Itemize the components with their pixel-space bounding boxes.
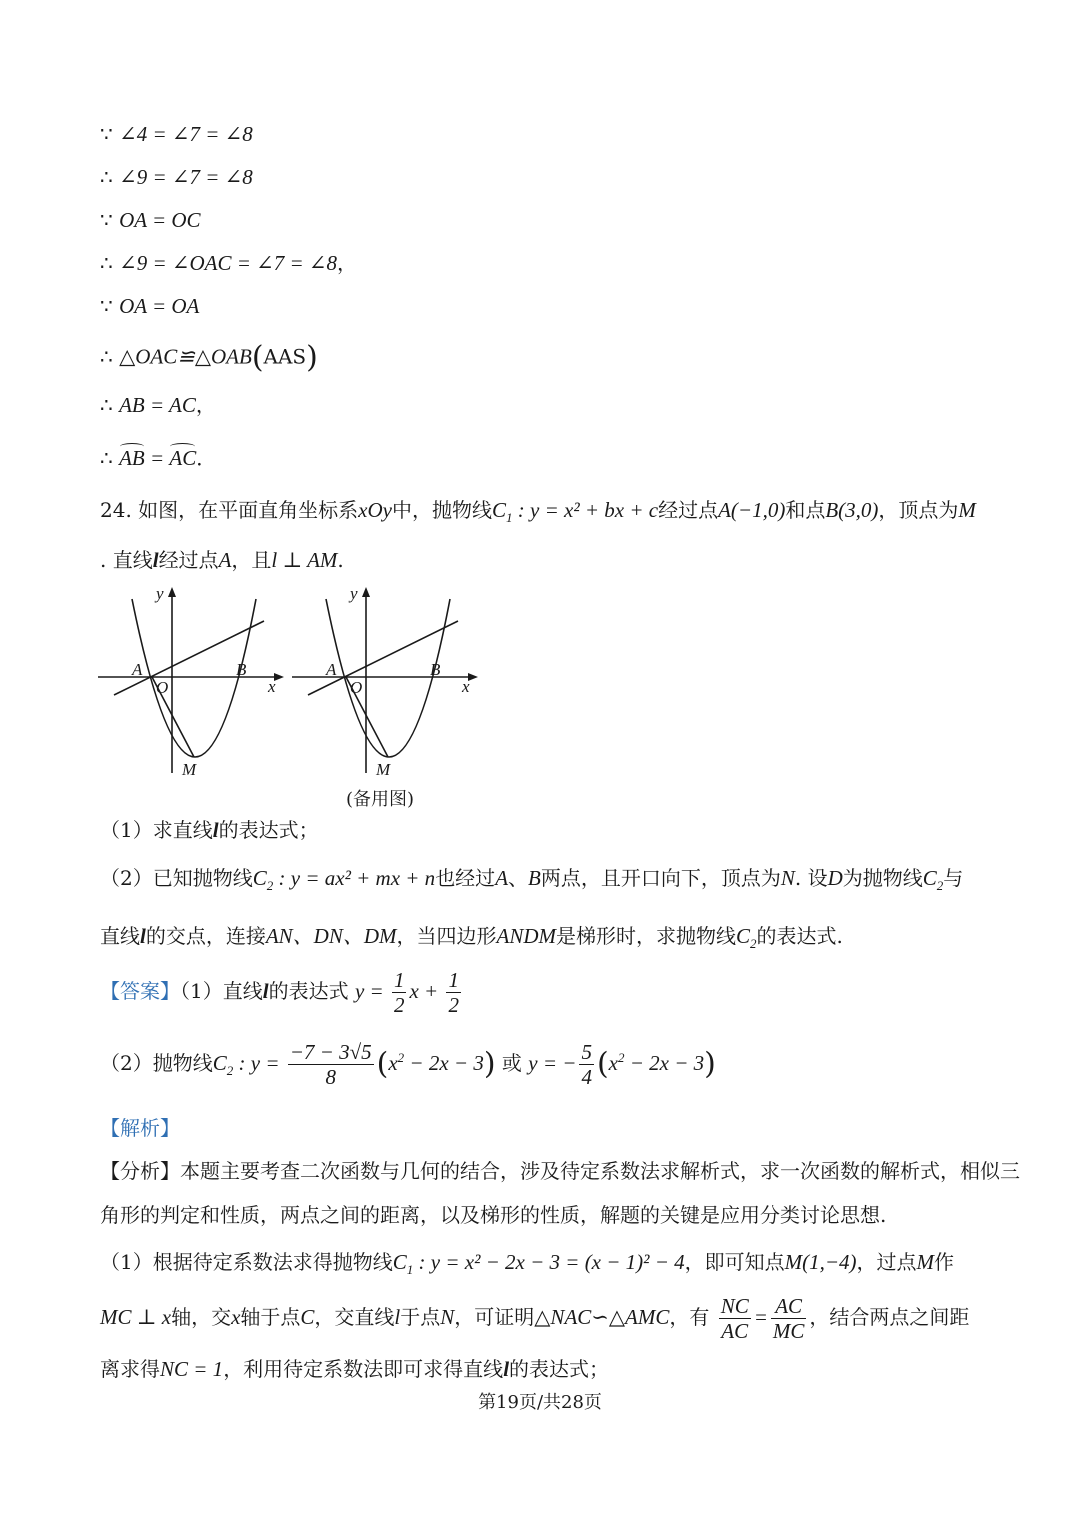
proof-line-7: ∴ AB = AC， — [100, 393, 216, 417]
line-l — [114, 621, 264, 695]
proof-line-8: ∴ AB = AC． — [100, 446, 217, 470]
analysis-p2: 角形的判定和性质，两点之间的距离，以及梯形的性质，解题的关键是应用分类讨论思想. — [100, 1203, 887, 1227]
analysis-tag: 【解析】 — [100, 1116, 180, 1140]
label-o: O — [156, 678, 169, 697]
label-o: O — [350, 678, 363, 697]
answer-2: （2）抛物线$C_2$ : y = $\frac{-7 - 3√5}{8}$ $(x^2 - 2x - 3)$ 或 y = − $\frac{5}{4}$ $(x^2 - 2x - 3)$ — [100, 1040, 716, 1090]
analysis-s2: MC ⊥ x轴，交x轴于点C，交直线l于点N，可证明△NAC∽△AMC，有 $\frac{NC}{AC}$ = $\frac{AC}{MC}$ ，结合两点之间距 — [100, 1294, 970, 1344]
analysis-p1: 【分析】本题主要考查二次函数与几何的结合，涉及待定系数法求解析式，求一次函数的解析式，相似三 — [100, 1159, 1020, 1183]
label-b: B — [236, 660, 247, 679]
proof-line-6: ∴ △OAC≌△OAB(AAS) — [100, 340, 318, 375]
label-a: A — [132, 660, 143, 679]
parabola-figure-1 — [96, 585, 286, 780]
label-a: A — [326, 660, 337, 679]
line-l — [308, 621, 458, 695]
y-arrow-icon — [168, 587, 176, 597]
question-2-line-2: 直线l的交点，连接AN、DN、DM，当四边形ANDM是梯形时，求抛物线$C_2$的表达式. — [100, 924, 843, 952]
label-y: y — [350, 585, 358, 603]
parabola-figure-2 — [290, 585, 480, 780]
label-y: y — [156, 585, 164, 603]
label-x: x — [462, 677, 470, 696]
proof-line-4: ∴ ∠9 = ∠OAC = ∠7 = ∠8， — [100, 251, 357, 275]
answer-1: 【答案】（1）直线l的表达式 y = $\frac{1}{2}$ x + $\frac{1}{2}$ — [100, 968, 459, 1018]
answer-tag: 【答案】 — [100, 979, 180, 1004]
problem-24-line-1: 24. 如图，在平面直角坐标系xOy中，抛物线$C_1$ : y = x² + bx + c经过点A(−1,0)和点B(3,0)，顶点为M — [100, 498, 976, 526]
proof-line-5: ∵ OA = OA — [100, 294, 200, 318]
question-2-line-1: （2）已知抛物线$C_2$ : y = ax² + mx + n也经过A、B两点，且开口向下，顶点为N. 设D为抛物线$C_2$与 — [100, 866, 964, 894]
label-m: M — [376, 760, 391, 779]
proof-line-2: ∴ ∠9 = ∠7 = ∠8 — [100, 165, 253, 189]
analysis-s3: 离求得NC = 1，利用待定系数法即可求得直线l的表达式； — [100, 1357, 610, 1381]
label-b: B — [430, 660, 441, 679]
label-m: M — [182, 760, 197, 779]
page-footer: 第19页/共28页 — [478, 1392, 602, 1413]
y-arrow-icon — [362, 587, 370, 597]
figure-caption: (备用图) — [346, 789, 415, 810]
proof-line-3: ∵ OA = OC — [100, 208, 201, 232]
proof-line-1: ∵ ∠4 = ∠7 = ∠8 — [100, 122, 253, 146]
analysis-s1: （1）根据待定系数法求得抛物线$C_1$ : y = x² − 2x − 3 = (x − 1)² − 4，即可知点M(1,−4)，过点M作 — [100, 1250, 955, 1278]
problem-24-line-2: . 直线l经过点A，且l ⊥ AM. — [100, 548, 344, 572]
label-x: x — [268, 677, 276, 696]
question-1: （1）求直线l的表达式； — [100, 818, 319, 842]
